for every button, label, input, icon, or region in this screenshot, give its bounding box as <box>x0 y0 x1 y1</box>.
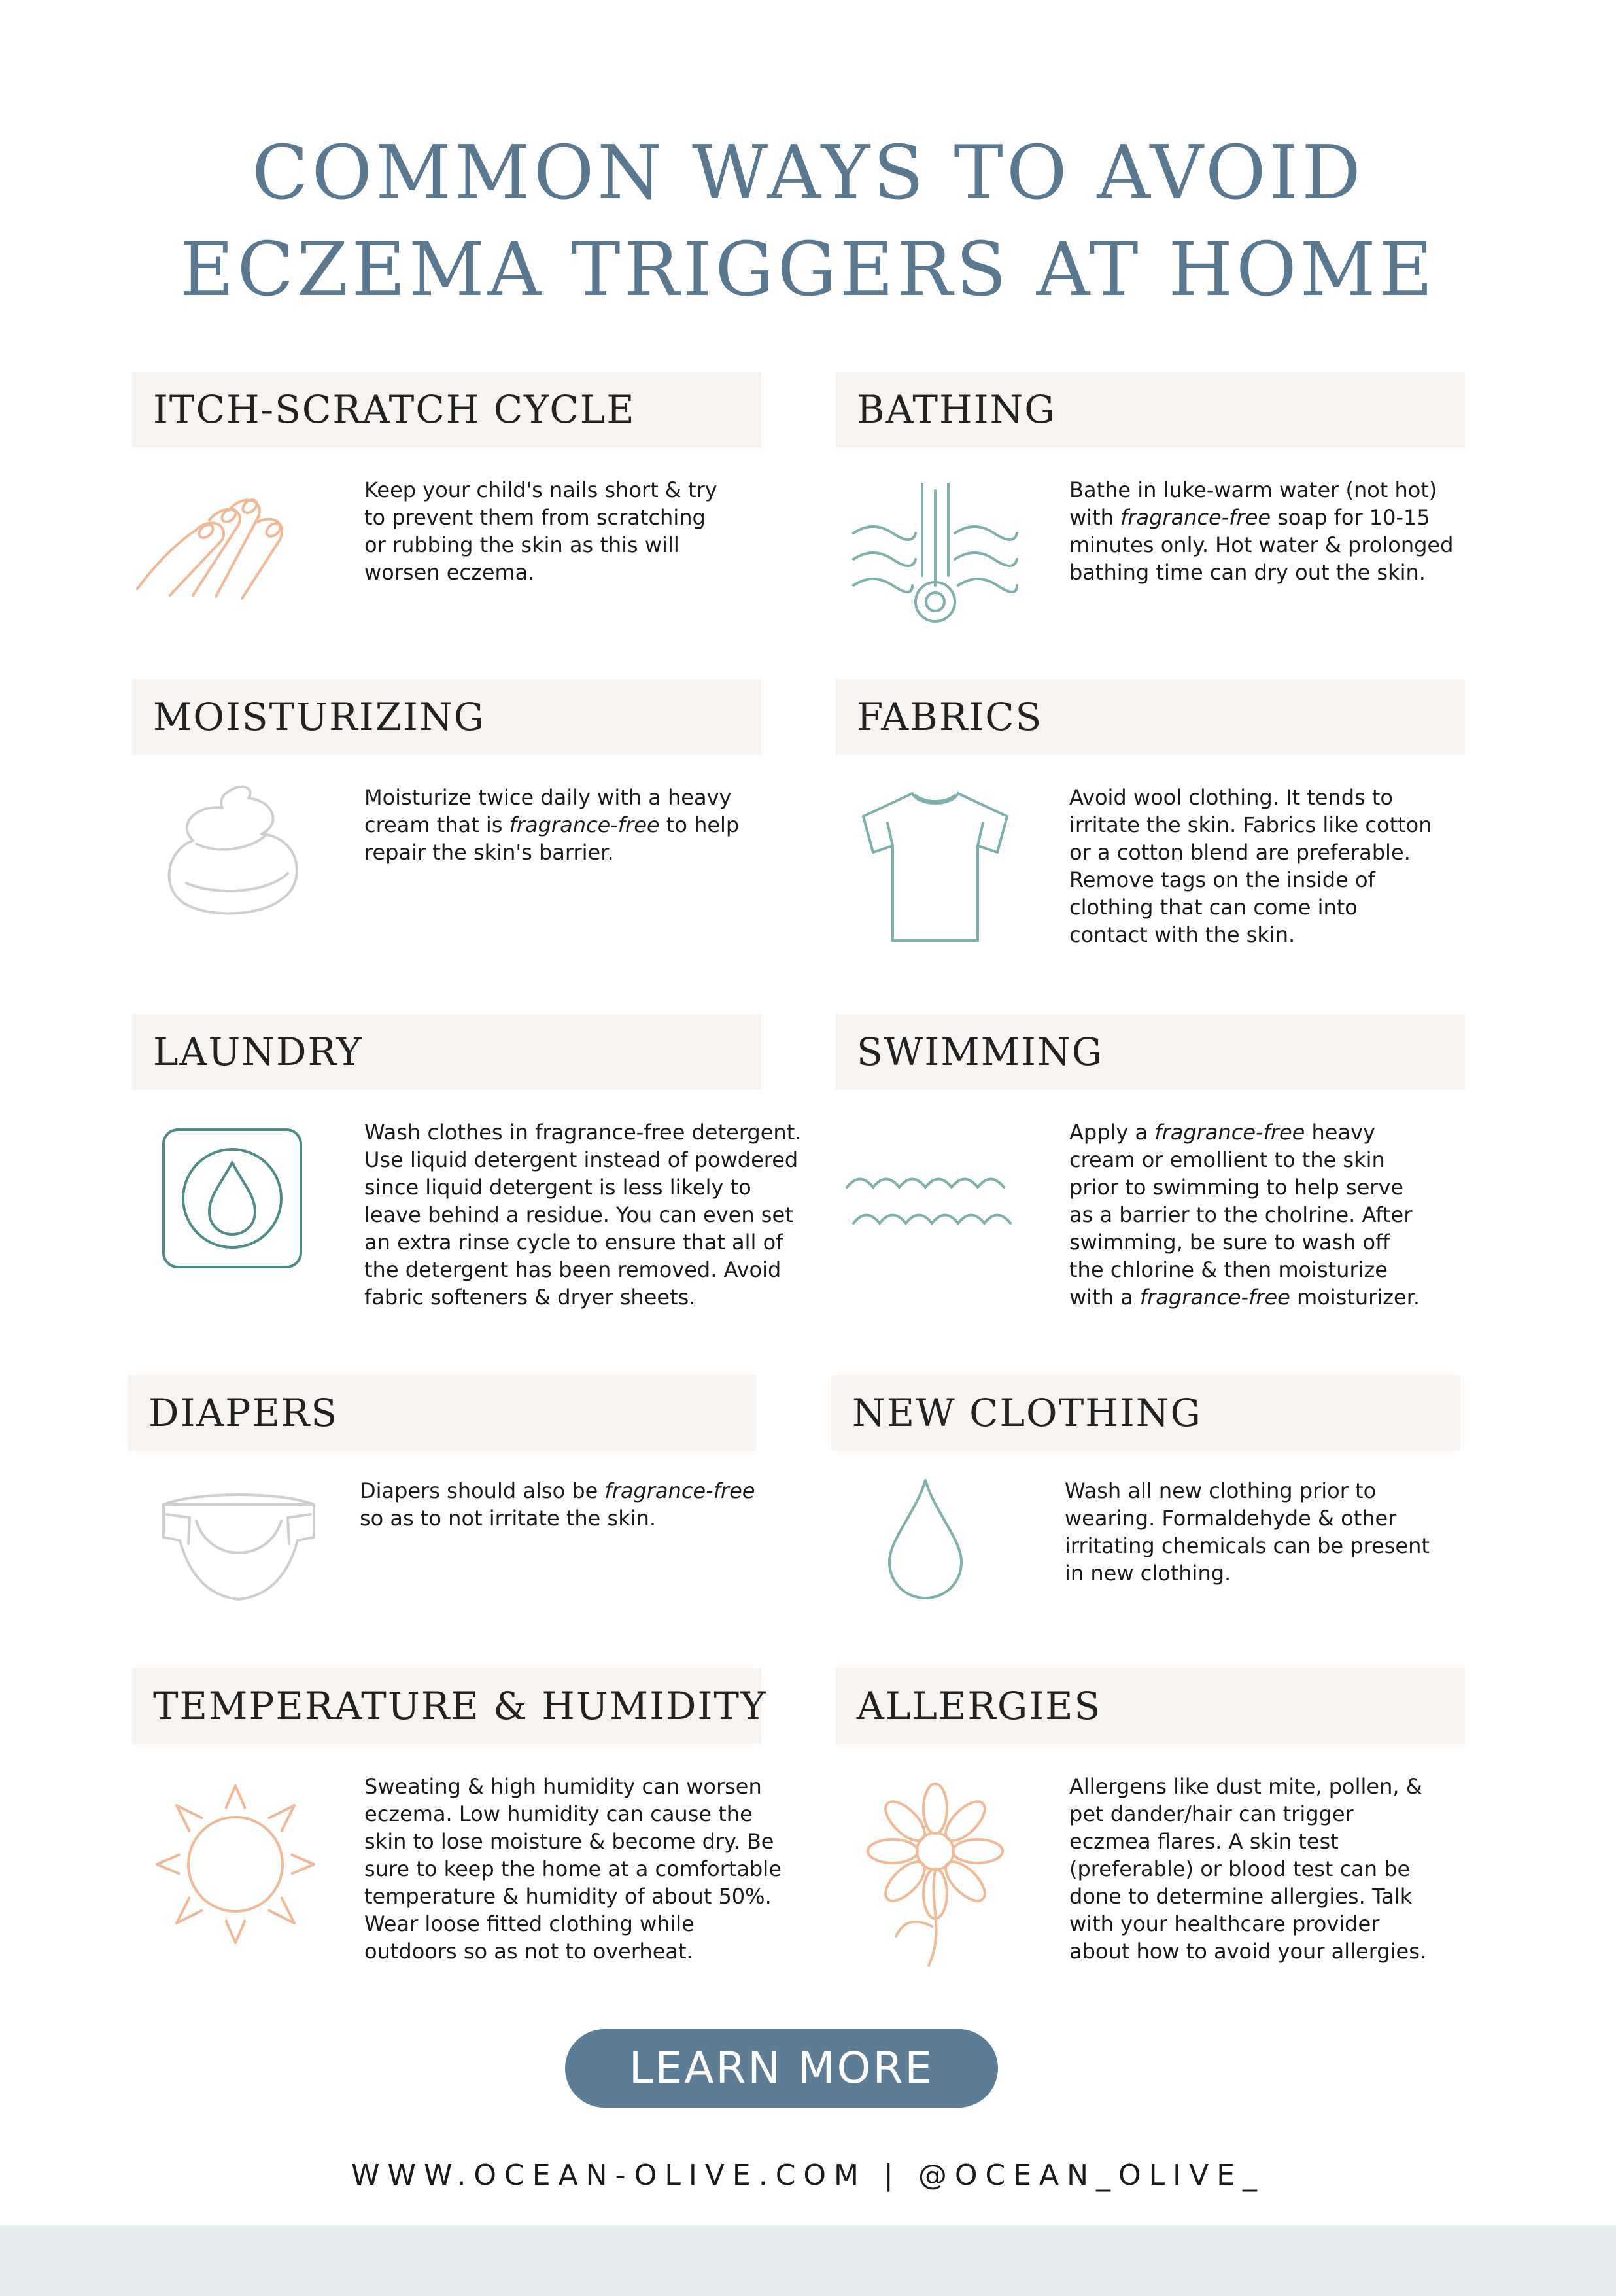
section-text-bathing: Bathe in luke-warm water (not hot) with fragrance-free soap for 10-15 minutes only. Hot water & prolonged bathing time can dry out the skin. <box>1069 478 1454 585</box>
section-text-laundry: Wash clothes in fragrance-free detergent. Use liquid detergent instead of powdered since liquid detergent is less likely to leave behind a residue. You can even set an extra rinse cycle to ensure that all of the detergent has been removed. Avoid fabric softeners & dryer sheets. <box>364 1120 802 1310</box>
flower-icon <box>850 1773 1020 1969</box>
section-heading-itch-scratch: ITCH-SCRATCH CYCLE <box>132 372 761 447</box>
cream-dollop-icon <box>157 778 314 922</box>
diaper-icon <box>157 1485 320 1603</box>
title-line-2: ECZEMA TRIGGERS AT HOME <box>180 226 1436 313</box>
section-heading-new-clothing: NEW CLOTHING <box>831 1375 1460 1451</box>
section-text-new-clothing: Wash all new clothing prior to wearing. Formaldehyde & other irritating chemicals can be present in new clothing. <box>1065 1478 1430 1586</box>
section-heading-allergies: ALLERGIES <box>836 1668 1465 1744</box>
section-text-fabrics: Avoid wool clothing. It tends to irritate the skin. Fabrics like cotton or a cotton blend are preferable. Remove tags on the inside of clothing that can come into contact with the skin. <box>1069 785 1432 947</box>
section-heading-fabrics: FABRICS <box>836 679 1465 755</box>
t-shirt-icon <box>853 784 1017 947</box>
footer-links[interactable]: WWW.OCEAN-OLIVE.COM | @OCEAN_OLIVE_ <box>351 2159 1265 2192</box>
section-text-swimming: Apply a fragrance-free heavy cream or emollient to the skin prior to swimming to help serve as a barrier to the cholrine. After swimming, be sure to wash off the chlorine & then moisturize with a fragrance-free moisturizer. <box>1069 1120 1420 1310</box>
learn-more-button[interactable]: LEARN MORE <box>565 2029 998 2108</box>
thermometer-water-icon <box>850 478 1020 628</box>
section-heading-laundry: LAUNDRY <box>132 1014 761 1090</box>
section-heading-temperature-humidity: TEMPERATURE & HUMIDITY <box>132 1668 761 1744</box>
section-heading-moisturizing: MOISTURIZING <box>132 679 761 755</box>
section-heading-diapers: DIAPERS <box>128 1375 757 1451</box>
section-text-temperature-humidity: Sweating & high humidity can worsen eczema. Low humidity can cause the skin to lose moisture & become dry. Be sure to keep the home at a comfortable temperature & humidity of about 50%. Wear loose fitted clothing while outdoors so as not to overheat. <box>364 1774 782 1964</box>
section-heading-bathing: BATHING <box>836 372 1465 447</box>
water-drop-icon <box>886 1477 965 1601</box>
page-title <box>0 124 1616 318</box>
section-heading-swimming: SWIMMING <box>836 1014 1465 1090</box>
waves-icon <box>844 1161 1014 1240</box>
bottom-band <box>0 2225 1616 2296</box>
section-text-moisturizing: Moisturize twice daily with a heavy cream that is fragrance-free to help repair the skin's barrier. <box>364 785 740 865</box>
hand-nails-icon <box>131 484 327 602</box>
section-text-allergies: Allergens like dust mite, pollen, & pet dander/hair can trigger eczmea flares. A skin test (preferable) or blood test can be done to determine allergies. Talk with your healthcare provider about how to avoid your allergies. <box>1069 1774 1427 1964</box>
title-line-1: COMMON WAYS TO AVOID <box>252 130 1364 216</box>
section-text-diapers: Diapers should also be fragrance-free so as to not irritate the skin. <box>360 1478 755 1531</box>
section-text-itch-scratch: Keep your child's nails short & try to prevent them from scratching or rubbing the skin as this will worsen eczema. <box>364 478 717 585</box>
detergent-drop-icon <box>160 1126 304 1270</box>
sun-icon <box>150 1779 320 1949</box>
